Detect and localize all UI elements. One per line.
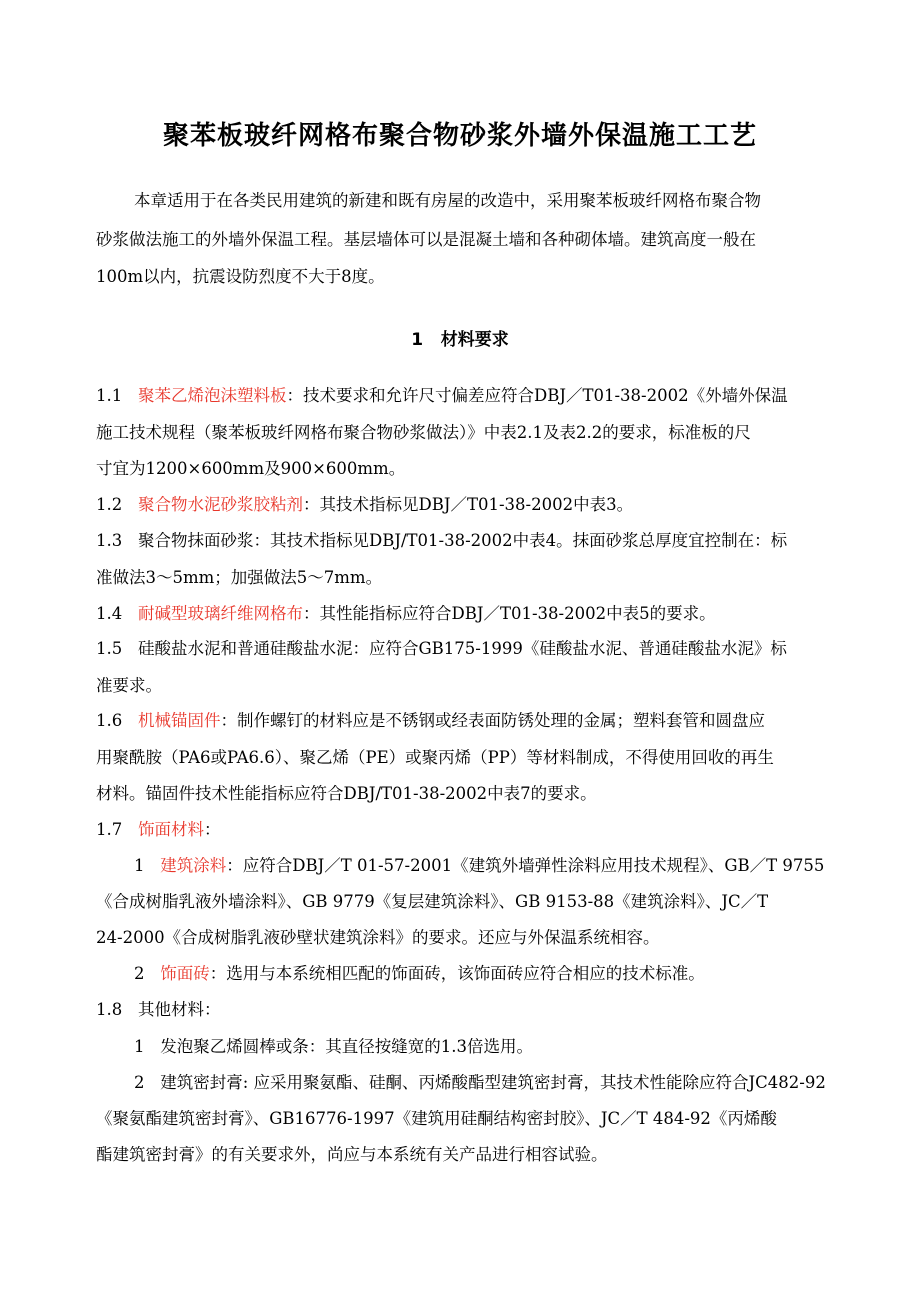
item-1-6-line-3: 材料。锚固件技术性能指标应符合DBJ/T01-38-2002中表7的要求。 xyxy=(96,784,597,803)
item-text: 发泡聚乙烯圆棒或条：其直径按缝宽的1.3倍选用。 xyxy=(160,1037,533,1056)
highlight-term: 饰面砖 xyxy=(160,964,210,983)
item-1-8-sub-2-line-2: 《聚氨酯建筑密封膏》、GB16776-1997《建筑用硅酮结构密封胶》、JC／T 484-92《丙烯酸 xyxy=(96,1109,777,1128)
item-text: 建筑密封膏: 应采用聚氨酯、硅酮、丙烯酸酯型建筑密封膏，其技术性能除应符合JC482-92 xyxy=(160,1073,826,1092)
item-1-6-line-2: 用聚酰胺（PA6或PA6.6）、聚乙烯（PE）或聚丙烯（PP）等材料制成，不得使用回收的再生 xyxy=(96,748,774,767)
item-1-4 xyxy=(96,603,716,625)
item-number: 1.7 xyxy=(96,820,123,839)
intro-line-3: 100m以内，抗震设防烈度不大于8度。 xyxy=(96,267,385,286)
highlight-term: 聚苯乙烯泡沫塑料板 xyxy=(138,386,287,405)
item-1-8 xyxy=(96,999,221,1021)
item-1-7-sub-1 xyxy=(134,855,824,877)
item-text: ：其性能指标应符合DBJ／T01-38-2002中表5的要求。 xyxy=(303,604,716,623)
item-number: 1.1 xyxy=(96,386,123,405)
item-text: ：技术要求和允许尺寸偏差应符合DBJ／T01-38-2002《外墙外保温 xyxy=(286,386,788,405)
item-1-1-line-3: 寸宜为1200×600mm及900×600mm。 xyxy=(96,459,406,478)
item-1-5-line-2: 准要求。 xyxy=(96,676,162,695)
item-number: 1.5 xyxy=(96,639,123,658)
item-number: 1.2 xyxy=(96,495,123,514)
highlight-term: 机械锚固件 xyxy=(138,711,221,730)
item-number: 1.3 xyxy=(96,531,123,550)
item-number: 1.6 xyxy=(96,711,123,730)
item-text: 聚合物抹面砂浆：其技术指标见DBJ/T01-38-2002中表4。抹面砂浆总厚度宜控制在：标 xyxy=(138,531,788,550)
item-1-3-line-2: 准做法3～5mm；加强做法5～7mm。 xyxy=(96,568,383,587)
item-1-1 xyxy=(96,385,788,407)
item-1-8-sub-1 xyxy=(134,1036,533,1058)
highlight-term: 聚合物水泥砂浆胶粘剂 xyxy=(138,495,303,514)
intro-line-1: 本章适用于在各类民用建筑的新建和既有房屋的改造中，采用聚苯板玻纤网格布聚合物 xyxy=(134,191,761,210)
item-text: ：其技术指标见DBJ／T01-38-2002中表3。 xyxy=(303,495,634,514)
item-text: 其他材料： xyxy=(138,1000,221,1019)
intro-line-2: 砂浆做法施工的外墙外保温工程。基层墙体可以是混凝土墙和各种砌体墙。建筑高度一般在 xyxy=(96,230,756,249)
sub-number: 1 xyxy=(134,856,145,875)
section-heading: 1 材料要求 xyxy=(411,330,509,350)
document-title: 聚苯板玻纤网格布聚合物砂浆外墙外保温施工工艺 xyxy=(162,121,757,151)
item-text: ：选用与本系统相匹配的饰面砖，该饰面砖应符合相应的技术标准。 xyxy=(209,964,705,983)
item-1-8-sub-2-line-3: 酯建筑密封膏》的有关要求外，尚应与本系统有关产品进行相容试验。 xyxy=(96,1145,608,1164)
highlight-term: 饰面材料 xyxy=(138,820,204,839)
item-number: 1.8 xyxy=(96,1000,123,1019)
item-text: 硅酸盐水泥和普通硅酸盐水泥：应符合GB175-1999《硅酸盐水泥、普通硅酸盐水泥》标 xyxy=(138,639,787,658)
highlight-term: 耐碱型玻璃纤维网格布 xyxy=(138,604,303,623)
item-1-3 xyxy=(96,530,787,552)
item-1-2 xyxy=(96,494,633,516)
item-1-7-sub-1-line-3: 24-2000《合成树脂乳液砂壁状建筑涂料》的要求。还应与外保温系统相容。 xyxy=(96,928,660,947)
item-1-7 xyxy=(96,819,221,841)
item-1-8-sub-2 xyxy=(134,1072,826,1094)
item-text: ： xyxy=(204,820,221,839)
sub-number: 1 xyxy=(134,1037,145,1056)
item-text: ：制作螺钉的材料应是不锈钢或经表面防锈处理的金属；塑料套管和圆盘应 xyxy=(220,711,765,730)
item-1-7-sub-1-line-2: 《合成树脂乳液外墙涂料》、GB 9779《复层建筑涂料》、GB 9153-88《建筑涂料》、JC／T xyxy=(96,892,769,911)
item-number: 1.4 xyxy=(96,604,123,623)
sub-number: 2 xyxy=(134,964,145,983)
highlight-term: 建筑涂料 xyxy=(160,856,227,875)
item-text: ：应符合DBJ／T 01-57-2001《建筑外墙弹性涂料应用技术规程》、GB／T 9755 xyxy=(226,856,825,875)
item-1-5 xyxy=(96,638,787,660)
item-1-1-line-2: 施工技术规程（聚苯板玻纤网格布聚合物砂浆做法）》中表2.1及表2.2的要求，标准板的尺 xyxy=(96,423,751,442)
item-1-7-sub-2 xyxy=(134,963,705,985)
item-1-6 xyxy=(96,710,765,732)
sub-number: 2 xyxy=(134,1073,145,1092)
